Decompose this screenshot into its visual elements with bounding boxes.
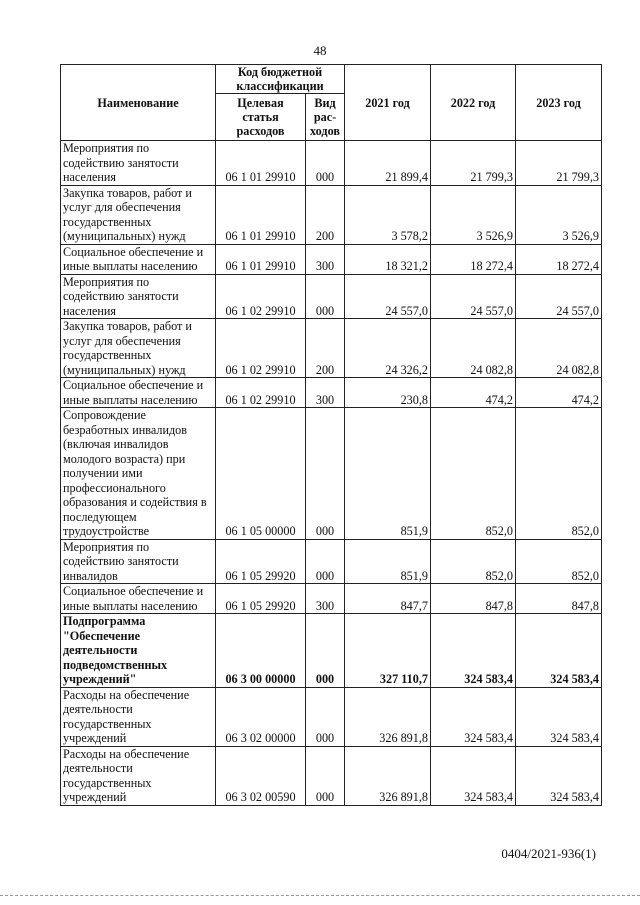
header-target-article: Целевая статья расходов	[216, 94, 306, 141]
table-row	[61, 185, 602, 244]
table-body	[61, 141, 602, 806]
page-number: 48	[313, 43, 327, 58]
row-2022-cell: 24 082,8	[431, 319, 516, 378]
table-row	[61, 614, 602, 688]
row-name-cell: Подпрограмма "Обеспечение деятельности подведомственных учреждений"	[61, 614, 216, 688]
row-2022-cell: 3 526,9	[431, 185, 516, 244]
table-row	[61, 378, 602, 408]
row-expense-type-cell: 000	[306, 274, 345, 319]
budget-table	[60, 64, 602, 806]
row-expense-type-cell: 300	[306, 584, 345, 614]
row-2022-cell: 852,0	[431, 408, 516, 540]
row-2022-cell: 21 799,3	[431, 141, 516, 186]
row-2023-cell: 852,0	[516, 408, 602, 540]
row-name-cell: Мероприятия по содействию занятости населения	[61, 141, 216, 186]
row-target-article-cell: 06 1 02 29910	[216, 274, 306, 319]
header-budget-code: Код бюджетной классификации	[216, 65, 345, 94]
row-name-cell: Социальное обеспечение и иные выплаты населению	[61, 378, 216, 408]
row-expense-type-cell: 000	[306, 614, 345, 688]
table-row	[61, 244, 602, 274]
row-2023-cell: 474,2	[516, 378, 602, 408]
row-expense-type-cell: 300	[306, 378, 345, 408]
row-name-cell: Расходы на обеспечение деятельности государственных учреждений	[61, 687, 216, 746]
row-expense-type-cell: 000	[306, 539, 345, 584]
row-2021-cell: 24 326,2	[345, 319, 431, 378]
row-target-article-cell: 06 1 05 29920	[216, 539, 306, 584]
row-target-article-cell: 06 3 02 00000	[216, 687, 306, 746]
row-2023-cell: 18 272,4	[516, 244, 602, 274]
row-name-cell: Мероприятия по содействию занятости населения	[61, 274, 216, 319]
table-row	[61, 319, 602, 378]
row-2021-cell: 230,8	[345, 378, 431, 408]
row-2021-cell: 18 321,2	[345, 244, 431, 274]
row-2021-cell: 327 110,7	[345, 614, 431, 688]
scan-edge-line	[0, 895, 640, 897]
row-2021-cell: 24 557,0	[345, 274, 431, 319]
table-row	[61, 141, 602, 186]
row-2023-cell: 3 526,9	[516, 185, 602, 244]
row-2022-cell: 852,0	[431, 539, 516, 584]
row-2022-cell: 474,2	[431, 378, 516, 408]
row-expense-type-cell: 000	[306, 687, 345, 746]
row-2021-cell: 21 899,4	[345, 141, 431, 186]
row-2022-cell: 324 583,4	[431, 687, 516, 746]
row-expense-type-cell: 200	[306, 185, 345, 244]
row-target-article-cell: 06 1 01 29910	[216, 185, 306, 244]
row-2021-cell: 326 891,8	[345, 687, 431, 746]
row-target-article-cell: 06 1 05 00000	[216, 408, 306, 540]
row-name-cell: Расходы на обеспечение деятельности государственных учреждений	[61, 746, 216, 805]
row-2023-cell: 24 082,8	[516, 319, 602, 378]
table-row	[61, 274, 602, 319]
row-expense-type-cell: 300	[306, 244, 345, 274]
row-2022-cell: 324 583,4	[431, 614, 516, 688]
row-2021-cell: 3 578,2	[345, 185, 431, 244]
row-2023-cell: 324 583,4	[516, 687, 602, 746]
row-2022-cell: 24 557,0	[431, 274, 516, 319]
header-year-2021: 2021 год	[345, 65, 431, 141]
document-number: 0404/2021-936(1)	[501, 846, 596, 861]
row-2023-cell: 324 583,4	[516, 746, 602, 805]
header-year-2022: 2022 год	[431, 65, 516, 141]
row-2022-cell: 847,8	[431, 584, 516, 614]
row-target-article-cell: 06 3 00 00000	[216, 614, 306, 688]
row-name-cell: Закупка товаров, работ и услуг для обеспечения государственных (муниципальных) нужд	[61, 185, 216, 244]
row-target-article-cell: 06 1 02 29910	[216, 319, 306, 378]
row-expense-type-cell: 000	[306, 408, 345, 540]
row-name-cell: Закупка товаров, работ и услуг для обеспечения государственных (муниципальных) нужд	[61, 319, 216, 378]
table-row	[61, 687, 602, 746]
row-2023-cell: 324 583,4	[516, 614, 602, 688]
row-2021-cell: 851,9	[345, 539, 431, 584]
row-2023-cell: 847,8	[516, 584, 602, 614]
header-name: Наименование	[61, 65, 216, 141]
row-name-cell: Социальное обеспечение и иные выплаты населению	[61, 244, 216, 274]
row-name-cell: Сопровождение безработных инвалидов (включая инвалидов молодого возраста) при получении ими профессионального образования и содействия в последующем трудоустройстве	[61, 408, 216, 540]
row-2023-cell: 852,0	[516, 539, 602, 584]
row-target-article-cell: 06 1 01 29910	[216, 141, 306, 186]
table-row	[61, 539, 602, 584]
row-2021-cell: 326 891,8	[345, 746, 431, 805]
row-2021-cell: 847,7	[345, 584, 431, 614]
row-2022-cell: 324 583,4	[431, 746, 516, 805]
row-target-article-cell: 06 3 02 00590	[216, 746, 306, 805]
row-2022-cell: 18 272,4	[431, 244, 516, 274]
table-row	[61, 584, 602, 614]
row-expense-type-cell: 000	[306, 746, 345, 805]
row-2021-cell: 851,9	[345, 408, 431, 540]
row-2023-cell: 21 799,3	[516, 141, 602, 186]
row-2023-cell: 24 557,0	[516, 274, 602, 319]
table-row	[61, 408, 602, 540]
row-expense-type-cell: 200	[306, 319, 345, 378]
row-name-cell: Социальное обеспечение и иные выплаты населению	[61, 584, 216, 614]
header-expense-type: Вид рас-ходов	[306, 94, 345, 141]
row-target-article-cell: 06 1 01 29910	[216, 244, 306, 274]
row-name-cell: Мероприятия по содействию занятости инвалидов	[61, 539, 216, 584]
row-target-article-cell: 06 1 02 29910	[216, 378, 306, 408]
row-expense-type-cell: 000	[306, 141, 345, 186]
row-target-article-cell: 06 1 05 29920	[216, 584, 306, 614]
header-year-2023: 2023 год	[516, 65, 602, 141]
table-row	[61, 746, 602, 805]
